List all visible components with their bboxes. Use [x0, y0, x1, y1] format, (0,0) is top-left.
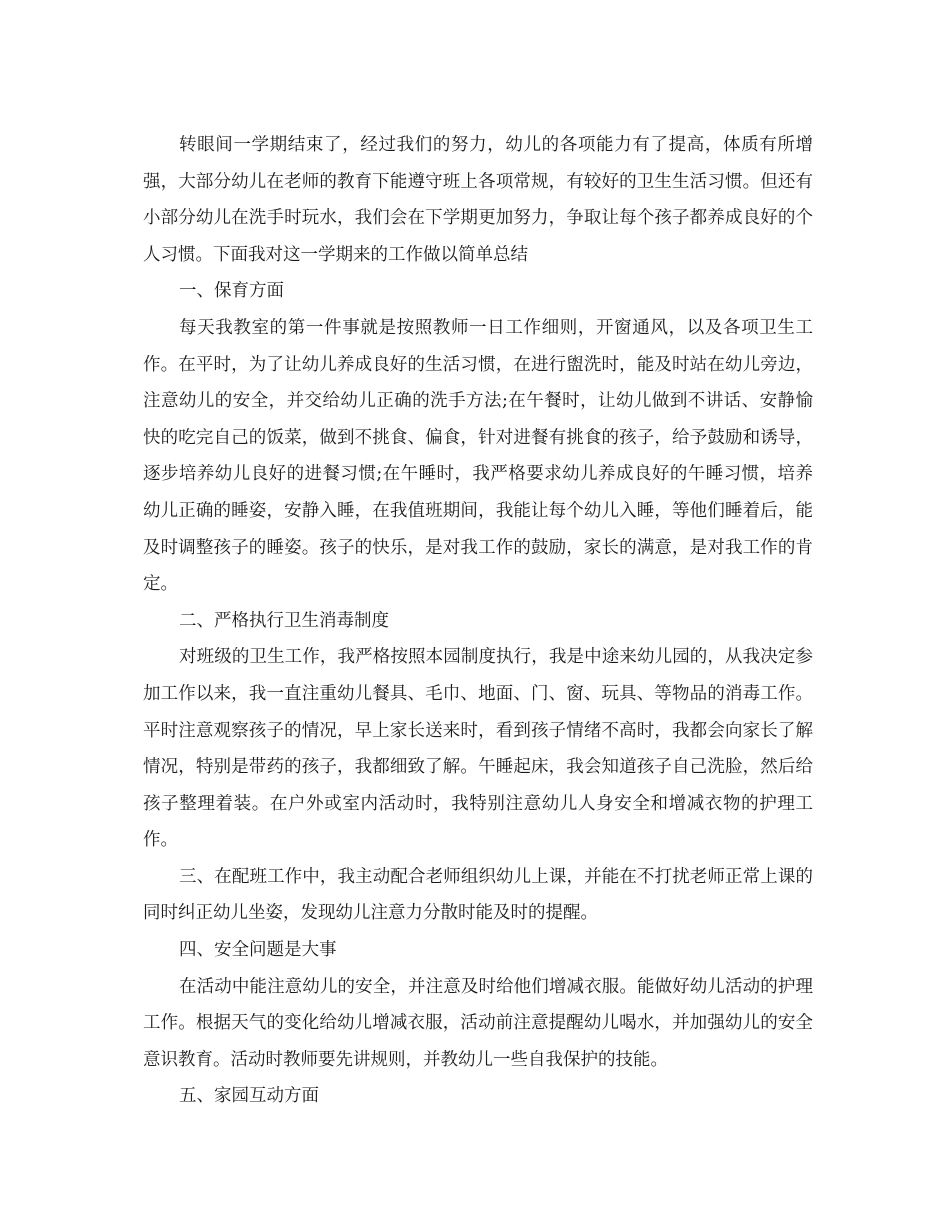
section-heading-childcare: 一、保育方面 — [179, 281, 284, 302]
intro-paragraph: 转眼间一学期结束了，经过我们的努力，幼儿的各项能力有了提高，体质有所增强，大部分幼儿在老师的教育下能遵守班上各项常规，有较好的卫生生活习惯。但还有小部分幼儿在洗手时玩水，我们会在下学期更加努力，争取让每个孩子都养成良好的个人习惯。下面我对这一学期来的工作做以简单总结 — [143, 135, 813, 265]
assist-class-paragraph: 三、在配班工作中，我主动配合老师组织幼儿上课，并能在不打扰老师正常上课的同时纠正幼儿坐姿，发现幼儿注意力分散时能及时的提醒。 — [143, 866, 813, 924]
section-heading-safety: 四、安全问题是大事 — [179, 940, 337, 961]
childcare-paragraph: 每天我教室的第一件事就是按照教师一日工作细则，开窗通风，以及各项卫生工作。在平时，为了让幼儿养成良好的生活习惯，在进行盥洗时，能及时站在幼儿旁边，注意幼儿的安全，并交给幼儿正确的洗手方法;在午餐时，让幼儿做到不讲话、安静愉快的吃完自己的饭菜，做到不挑食、偏食，针对进餐有挑食的孩子，给予鼓励和诱导，逐步培养幼儿良好的进餐习惯;在午睡时，我严格要求幼儿养成良好的午睡习惯，培养幼儿正确的睡姿，安静入睡，在我值班期间，我能让每个幼儿入睡，等他们睡着后，能及时调整孩子的睡姿。孩子的快乐，是对我工作的鼓励，家长的满意，是对我工作的肯定。 — [143, 317, 813, 595]
hygiene-paragraph: 对班级的卫生工作，我严格按照本园制度执行，我是中途来幼儿园的，从我决定参加工作以来，我一直注重幼儿餐具、毛巾、地面、门、窗、玩具、等物品的消毒工作。平时注意观察孩子的情况，早上家长送来时，看到孩子情绪不高时，我都会向家长了解情况，特别是带药的孩子，我都细致了解。午睡起床，我会知道孩子自己洗脸，然后给孩子整理着装。在户外或室内活动时，我特别注意幼儿人身安全和增减衣物的护理工作。 — [143, 647, 813, 851]
safety-paragraph: 在活动中能注意幼儿的安全，并注意及时给他们增减衣服。能做好幼儿活动的护理工作。根据天气的变化给幼儿增减衣服，活动前注意提醒幼儿喝水，并加强幼儿的安全意识教育。活动时教师要先讲规则，并教幼儿一些自我保护的技能。 — [143, 976, 813, 1070]
section-heading-hygiene: 二、严格执行卫生消毒制度 — [179, 610, 389, 631]
document-body — [143, 127, 813, 1115]
section-heading-home-school: 五、家园互动方面 — [179, 1086, 319, 1107]
